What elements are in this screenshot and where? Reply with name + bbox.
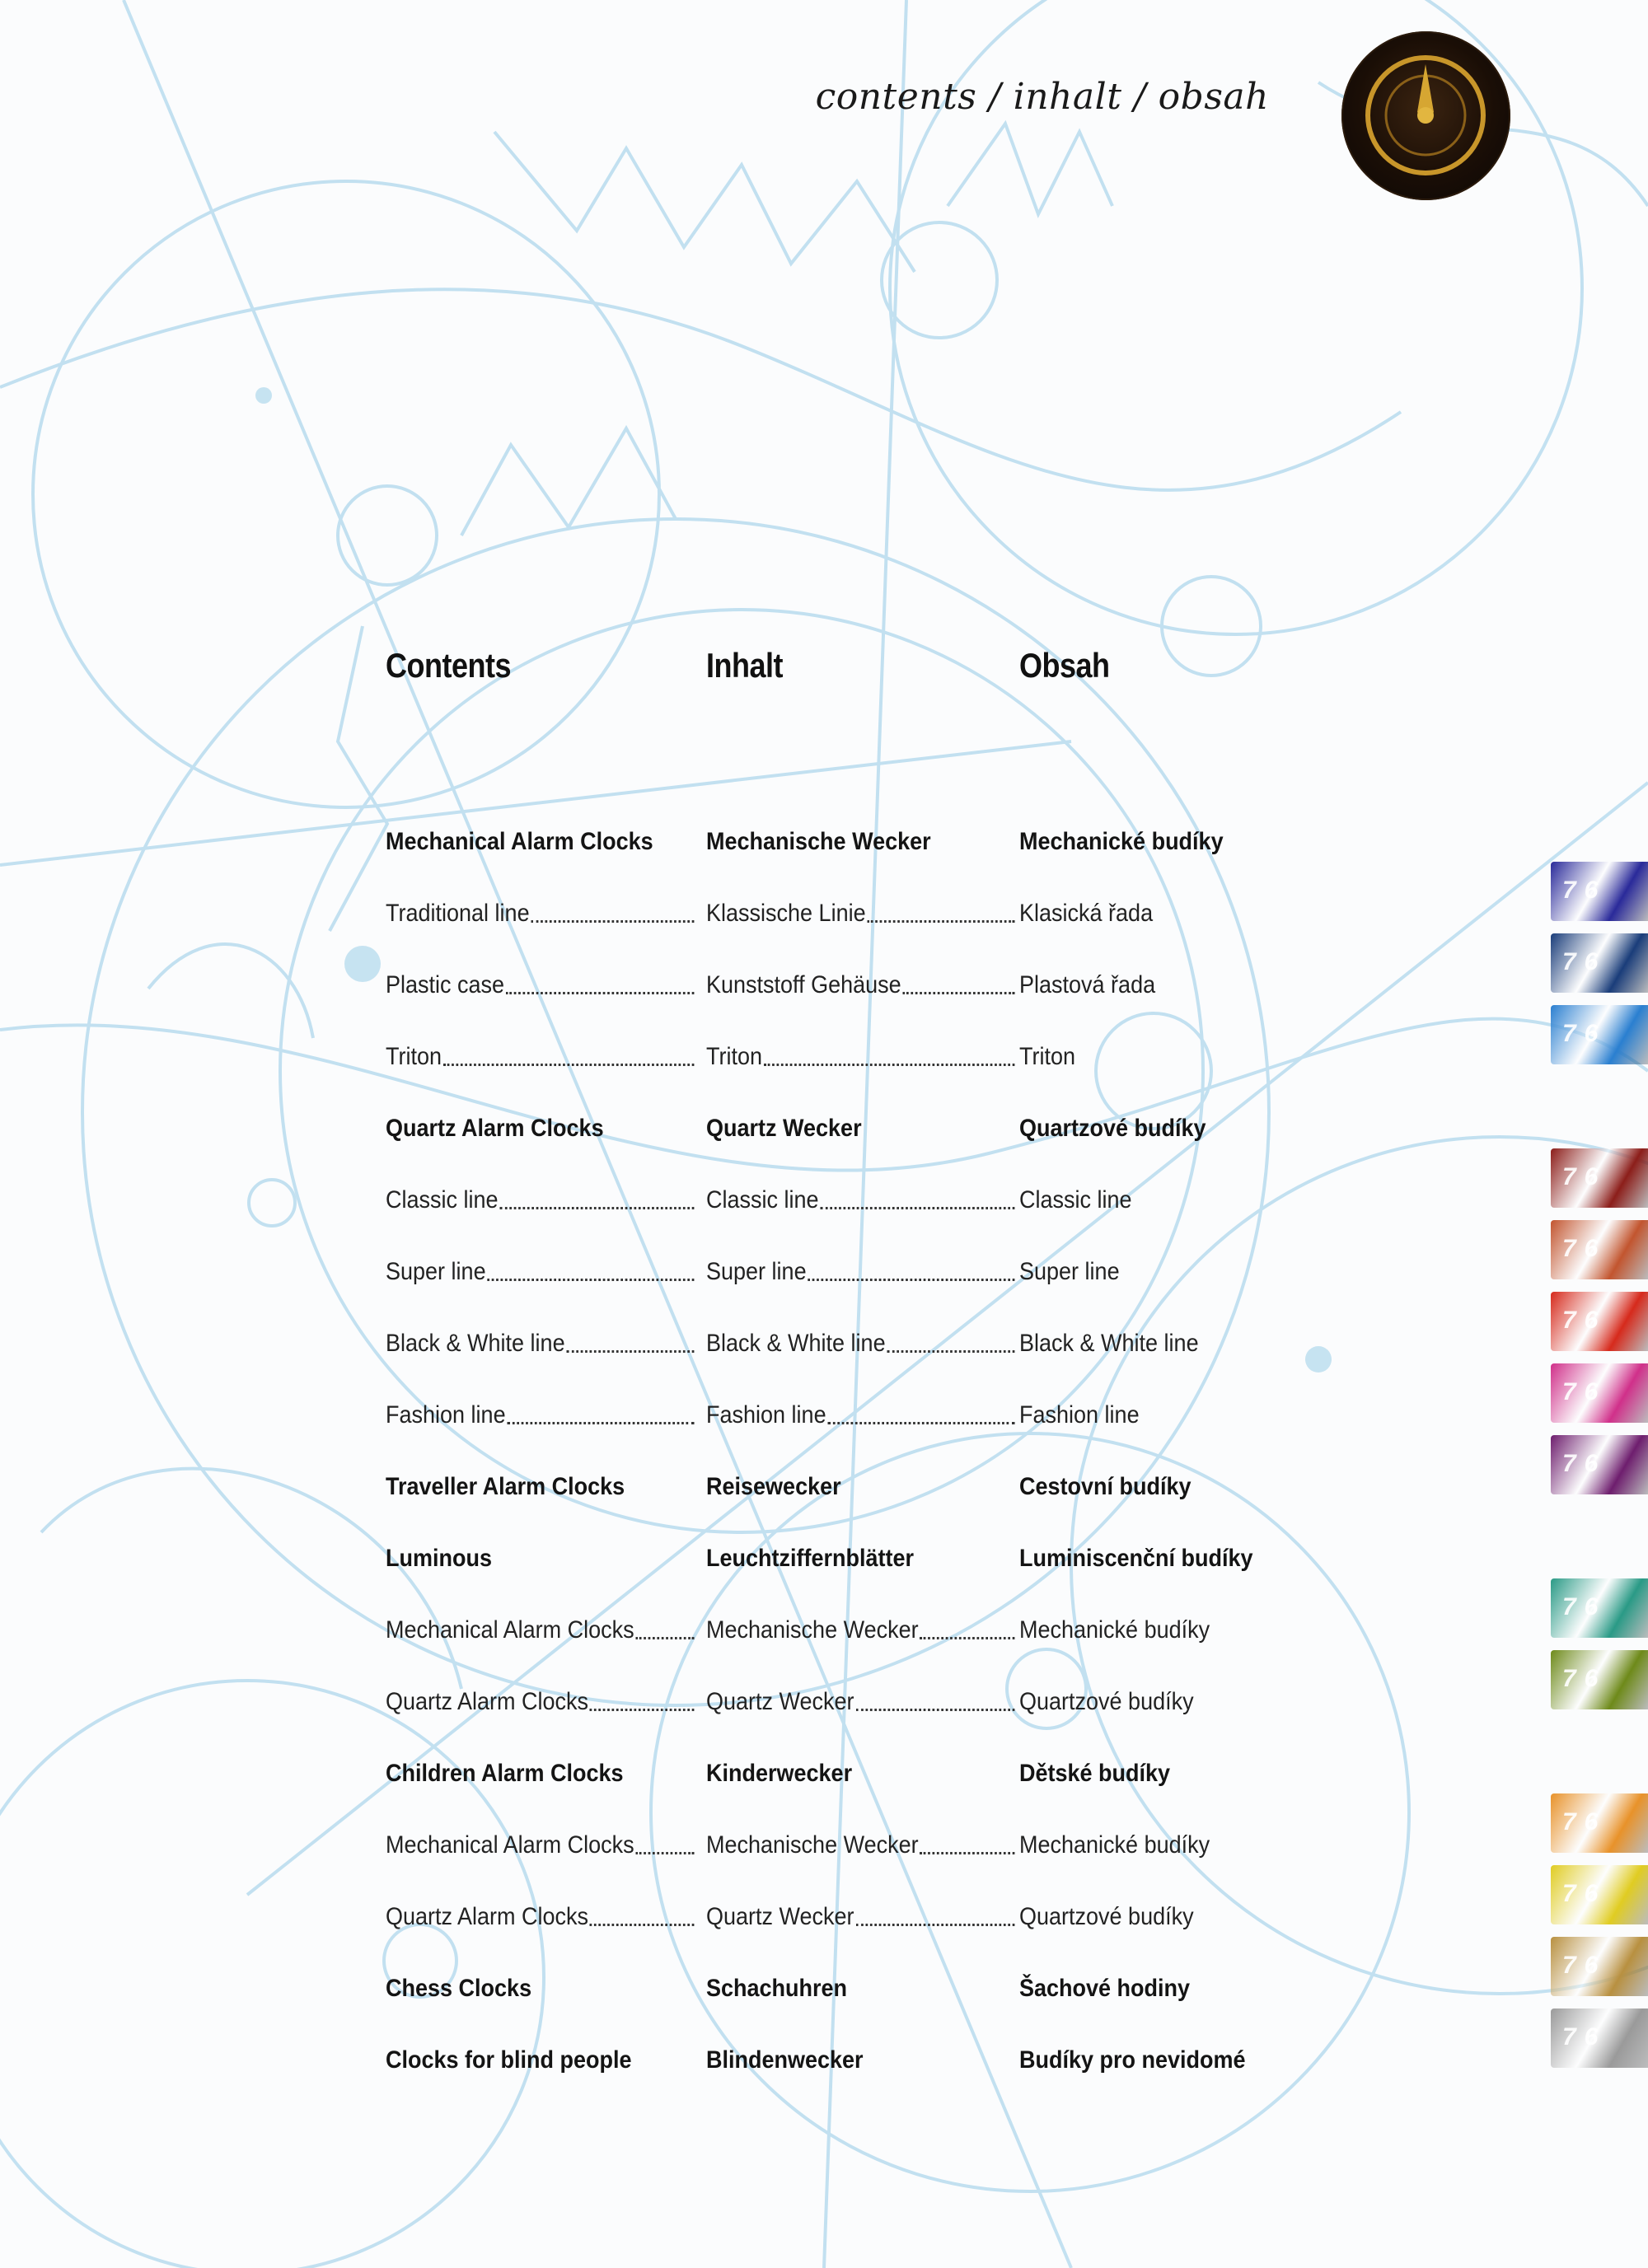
- section-tab-label: 76: [1562, 877, 1607, 904]
- section-tab[interactable]: [1551, 1363, 1648, 1423]
- toc-entry[interactable]: [386, 1256, 694, 1288]
- toc-entry[interactable]: Mechanické budíky: [1019, 1616, 1210, 1644]
- section-tab-label: 76: [1562, 1235, 1607, 1262]
- toc-entry[interactable]: Quartzové budíky: [1019, 1688, 1194, 1715]
- section-tab-label: 76: [1562, 1665, 1607, 1692]
- section-heading: Quartz Wecker: [706, 1115, 862, 1142]
- entry-label: Quartz Alarm Clocks: [386, 1688, 589, 1715]
- section-tab-label: 76: [1562, 1880, 1607, 1907]
- dot-leader: [764, 1040, 1015, 1066]
- entry-label: Quartz Alarm Clocks: [386, 1903, 589, 1930]
- clock-photo-badge: [1341, 31, 1510, 200]
- section-heading: Clocks for blind people: [386, 2046, 632, 2074]
- toc-entry[interactable]: [386, 1399, 694, 1432]
- section-tab-label: 76: [1562, 1952, 1607, 1979]
- section-heading: Schachuhren: [706, 1975, 848, 2002]
- entry-label: Classic line: [386, 1186, 499, 1213]
- entry-label: Mechanical Alarm Clocks: [386, 1616, 634, 1644]
- toc-entry[interactable]: [386, 1184, 694, 1217]
- toc-entry[interactable]: [706, 1614, 1014, 1647]
- toc-entry[interactable]: [386, 1040, 694, 1073]
- entry-label: Traditional line: [386, 900, 530, 927]
- dot-leader: [855, 1901, 1014, 1926]
- section-tab-label: 76: [1562, 1020, 1607, 1047]
- section-tab[interactable]: [1551, 862, 1648, 921]
- dot-leader: [855, 1686, 1014, 1711]
- dot-leader: [531, 897, 694, 923]
- entry-label: Mechanische Wecker: [706, 1616, 919, 1644]
- toc-entry[interactable]: [706, 1399, 1014, 1432]
- toc-entry[interactable]: Fashion line: [1019, 1401, 1140, 1429]
- dot-leader: [920, 1829, 1014, 1854]
- toc-entry[interactable]: [386, 1829, 694, 1862]
- section-heading: Mechanische Wecker: [706, 828, 931, 855]
- section-heading: Quartzové budíky: [1019, 1115, 1206, 1142]
- dot-leader: [566, 1327, 694, 1353]
- dot-leader: [902, 969, 1014, 994]
- dot-leader: [590, 1901, 695, 1926]
- dot-leader: [827, 1399, 1014, 1424]
- page-title: contents / inhalt / obsah: [815, 76, 1269, 118]
- section-tab-label: 76: [1562, 1808, 1607, 1835]
- entry-label: Fashion line: [386, 1401, 506, 1429]
- section-heading: Quartz Alarm Clocks: [386, 1115, 604, 1142]
- toc-entry[interactable]: Black & White line: [1019, 1330, 1199, 1357]
- toc-entry[interactable]: [706, 1040, 1014, 1073]
- column-heading: Obsah: [1019, 646, 1110, 685]
- toc-entry[interactable]: [706, 969, 1014, 1002]
- toc-entry[interactable]: [386, 897, 694, 930]
- entry-label: Quartz Wecker: [706, 1903, 854, 1930]
- entry-label: Quartz Wecker: [706, 1688, 854, 1715]
- toc-entry[interactable]: Plastová řada: [1019, 971, 1156, 998]
- entry-label: Black & White line: [706, 1330, 886, 1357]
- toc-entry[interactable]: [706, 1184, 1014, 1217]
- entry-label: Super line: [706, 1258, 807, 1285]
- section-heading: Mechanické budíky: [1019, 828, 1224, 855]
- section-heading: Leuchtziffernblätter: [706, 1545, 915, 1572]
- toc-entry[interactable]: [386, 969, 694, 1002]
- section-tab[interactable]: [1551, 1578, 1648, 1638]
- section-tab[interactable]: [1551, 1937, 1648, 1996]
- section-tab[interactable]: [1551, 1148, 1648, 1208]
- section-heading: Traveller Alarm Clocks: [386, 1473, 625, 1500]
- section-heading: Children Alarm Clocks: [386, 1760, 624, 1787]
- section-tab[interactable]: [1551, 1292, 1648, 1351]
- dot-leader: [808, 1256, 1014, 1281]
- toc-entry[interactable]: [706, 1901, 1014, 1934]
- section-tab[interactable]: [1551, 1220, 1648, 1279]
- section-tab-label: 76: [1562, 1163, 1607, 1190]
- section-tab-label: 76: [1562, 1450, 1607, 1477]
- entry-label: Black & White line: [386, 1330, 565, 1357]
- toc-entry[interactable]: [386, 1901, 694, 1934]
- section-heading: Blindenwecker: [706, 2046, 864, 2074]
- entry-label: Super line: [386, 1258, 486, 1285]
- toc-entry[interactable]: Super line: [1019, 1258, 1120, 1285]
- section-tab-label: 76: [1562, 2023, 1607, 2051]
- section-tab[interactable]: [1551, 1005, 1648, 1064]
- entry-label: Triton: [386, 1043, 442, 1070]
- section-tab[interactable]: [1551, 1435, 1648, 1494]
- section-tab[interactable]: [1551, 1793, 1648, 1853]
- section-heading: Dětské budíky: [1019, 1760, 1171, 1787]
- section-tab[interactable]: [1551, 1865, 1648, 1924]
- section-heading: Mechanical Alarm Clocks: [386, 828, 653, 855]
- section-tab-label: 76: [1562, 1307, 1607, 1334]
- toc-entry[interactable]: [706, 1686, 1014, 1719]
- section-heading: Luminiscenční budíky: [1019, 1545, 1253, 1572]
- section-heading: Budíky pro nevidomé: [1019, 2046, 1246, 2074]
- entry-label: Fashion line: [706, 1401, 826, 1429]
- column-heading: Inhalt: [706, 646, 783, 685]
- entry-label: Mechanische Wecker: [706, 1831, 919, 1859]
- dot-leader: [499, 1184, 694, 1209]
- entry-label: Kunststoff Gehäuse: [706, 971, 901, 998]
- section-heading: Reisewecker: [706, 1473, 841, 1500]
- dot-leader: [507, 1399, 694, 1424]
- toc-entry[interactable]: [706, 897, 1014, 930]
- entry-label: Plastic case: [386, 971, 505, 998]
- dot-leader: [443, 1040, 695, 1066]
- toc-entry[interactable]: [386, 1327, 694, 1360]
- section-heading: Luminous: [386, 1545, 492, 1572]
- toc-entry[interactable]: [706, 1327, 1014, 1360]
- section-tab-label: 76: [1562, 1378, 1607, 1405]
- column-heading: Contents: [386, 646, 511, 685]
- dot-leader: [506, 969, 695, 994]
- toc-entry[interactable]: [386, 1686, 694, 1719]
- entry-label: Triton: [706, 1043, 763, 1070]
- toc-entry[interactable]: [706, 1256, 1014, 1288]
- section-heading: Šachové hodiny: [1019, 1975, 1191, 2002]
- dot-leader: [487, 1256, 694, 1281]
- dot-leader: [820, 1184, 1014, 1209]
- dot-leader: [590, 1686, 695, 1711]
- dot-leader: [867, 897, 1014, 923]
- dot-leader: [920, 1614, 1014, 1639]
- toc-entry[interactable]: Triton: [1019, 1043, 1076, 1070]
- section-tab[interactable]: [1551, 933, 1648, 993]
- dot-leader: [635, 1614, 694, 1639]
- entry-label: Classic line: [706, 1186, 819, 1213]
- section-heading: Cestovní budíky: [1019, 1473, 1192, 1500]
- toc-entry[interactable]: [386, 1614, 694, 1647]
- section-tab[interactable]: [1551, 2008, 1648, 2068]
- toc-entry[interactable]: [706, 1829, 1014, 1862]
- section-heading: Chess Clocks: [386, 1975, 532, 2002]
- entry-label: Mechanical Alarm Clocks: [386, 1831, 634, 1859]
- dot-leader: [887, 1327, 1014, 1353]
- section-tab-label: 76: [1562, 948, 1607, 975]
- section-tab-label: 76: [1562, 1593, 1607, 1620]
- entry-label: Klassische Linie: [706, 900, 866, 927]
- toc-entry[interactable]: Mechanické budíky: [1019, 1831, 1210, 1859]
- dot-leader: [635, 1829, 694, 1854]
- toc-entry[interactable]: Classic line: [1019, 1186, 1132, 1213]
- toc-entry[interactable]: Quartzové budíky: [1019, 1903, 1194, 1930]
- toc-entry[interactable]: Klasická řada: [1019, 900, 1154, 927]
- section-heading: Kinderwecker: [706, 1760, 853, 1787]
- section-tab[interactable]: [1551, 1650, 1648, 1709]
